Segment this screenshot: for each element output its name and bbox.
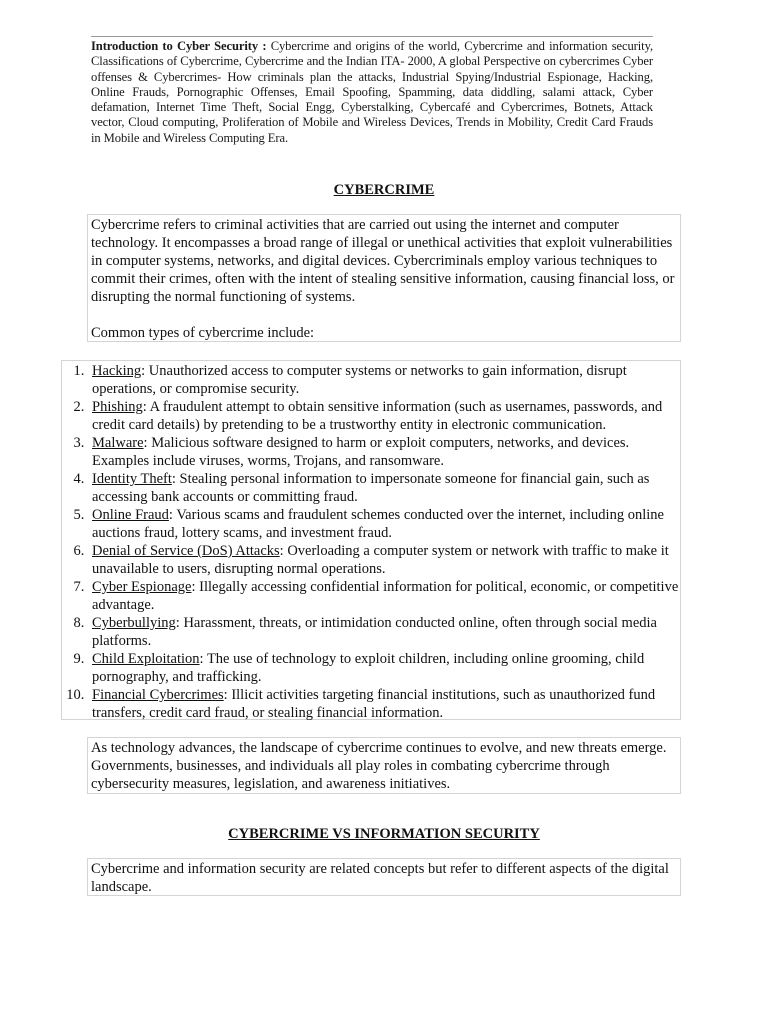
heading-cybercrime: CYBERCRIME — [333, 182, 435, 198]
types-list-box — [61, 360, 681, 720]
definition-paragraph: Cybercrime refers to criminal activities that are carried out using the internet and computer technology. It encompasses a broad range of illegal or unethical activities that exploit vulnerabilities in computer systems, networks, and digital devices. Cybercriminals employ various techniques to commit their crimes, often with the intent of stealing sensitive information, causing financial loss, or disrupting the normal functioning of systems. — [91, 217, 675, 305]
type-term: Online Fraud — [92, 507, 169, 523]
intro-text: Cybercrime and origins of the world, Cybercrime and information security, Classifications of Cybercrime, Cybercrime and the Indian ITA- 2000, A global Perspective on cybercrimes Cyber offenses & Cybercrimes- How criminals plan the attacks, Industrial Spying/Industrial Espionage, Hacking, Online Frauds, Pornographic Offenses, Email Spoofing, Spamming, data diddling, salami attack, Cyber defamation, Internet Time Theft, Social Engg, Cyberstalking, Cybercafé and Cybercrimes, Botnets, Attack vector, Cloud computing, Proliferation of Mobile and Wireless Devices, Trends in Mobility, Credit Card Frauds in Mobile and Wireless Computing Era. — [91, 39, 653, 145]
list-item — [88, 686, 680, 722]
common-types-intro: Common types of cybercrime include: — [91, 325, 315, 341]
type-separator: : — [199, 651, 204, 667]
closing-paragraph: As technology advances, the landscape of cybercrime continues to evolve, and new threats emerge. Governments, businesses, and individuals all play roles in combating cybercrime through cybersecurity measures, legislation, and awareness initiatives. — [91, 740, 667, 792]
type-term: Hacking — [92, 363, 142, 379]
type-term: Phishing — [92, 399, 143, 415]
syllabus-intro — [91, 36, 653, 146]
type-description: The use of technology to exploit children, including online grooming, child pornography, and trafficking. — [92, 651, 645, 685]
type-description: Various scams and fraudulent schemes conducted over the internet, including online auctions fraud, lottery scams, and investment fraud. — [92, 507, 664, 541]
type-description: Illicit activities targeting financial institutions, such as unauthorized fund transfers, credit card fraud, or stealing financial information. — [92, 687, 656, 721]
type-term: Financial Cybercrimes — [92, 687, 224, 703]
closing-box — [87, 737, 681, 794]
type-separator: : — [141, 363, 146, 379]
list-item — [88, 470, 680, 506]
type-separator: : — [143, 435, 148, 451]
type-term: Identity Theft — [92, 471, 172, 487]
type-term: Denial of Service (DoS) Attacks — [92, 543, 280, 559]
type-separator: : — [175, 615, 180, 631]
type-term: Cyberbullying — [92, 615, 176, 631]
type-separator: : — [279, 543, 284, 559]
list-item — [88, 542, 680, 578]
type-term: Malware — [92, 435, 144, 451]
type-description: Illegally accessing confidential information for political, economic, or competitive advantage. — [92, 579, 679, 613]
type-term: Child Exploitation — [92, 651, 200, 667]
list-item — [88, 362, 680, 398]
type-separator: : — [171, 471, 176, 487]
comparison-box — [87, 858, 681, 896]
list-item — [88, 578, 680, 614]
type-separator: : — [191, 579, 196, 595]
type-separator: : — [223, 687, 228, 703]
type-separator: : — [142, 399, 147, 415]
type-description: Overloading a computer system or network with traffic to make it unavailable to users, disrupting normal operations. — [92, 543, 669, 577]
type-description: Harassment, threats, or intimidation conducted online, often through social media platforms. — [92, 615, 657, 649]
comparison-paragraph: Cybercrime and information security are related concepts but refer to different aspects of the digital landscape. — [91, 861, 669, 895]
type-description: A fraudulent attempt to obtain sensitive information (such as usernames, passwords, and credit card details) by pretending to be a trustworthy entity in electronic communication. — [92, 399, 663, 433]
heading-vs-infosec: CYBERCRIME VS INFORMATION SECURITY — [228, 826, 540, 842]
list-item — [88, 506, 680, 542]
type-description: Malicious software designed to harm or exploit computers, networks, and devices. Examples include viruses, worms, Trojans, and ransomware. — [92, 435, 630, 469]
type-separator: : — [168, 507, 173, 523]
list-item — [88, 398, 680, 434]
type-description: Unauthorized access to computer systems or networks to gain information, disrupt operations, or compromise security. — [92, 363, 627, 397]
definition-box — [87, 214, 681, 342]
list-item — [88, 614, 680, 650]
cybercrime-types-list — [66, 362, 680, 722]
type-term: Cyber Espionage — [92, 579, 192, 595]
type-description: Stealing personal information to impersonate someone for financial gain, such as accessing bank accounts or committing fraud. — [92, 471, 650, 505]
list-item — [88, 434, 680, 470]
intro-title: Introduction to Cyber Security : — [91, 39, 267, 53]
list-item — [88, 650, 680, 686]
